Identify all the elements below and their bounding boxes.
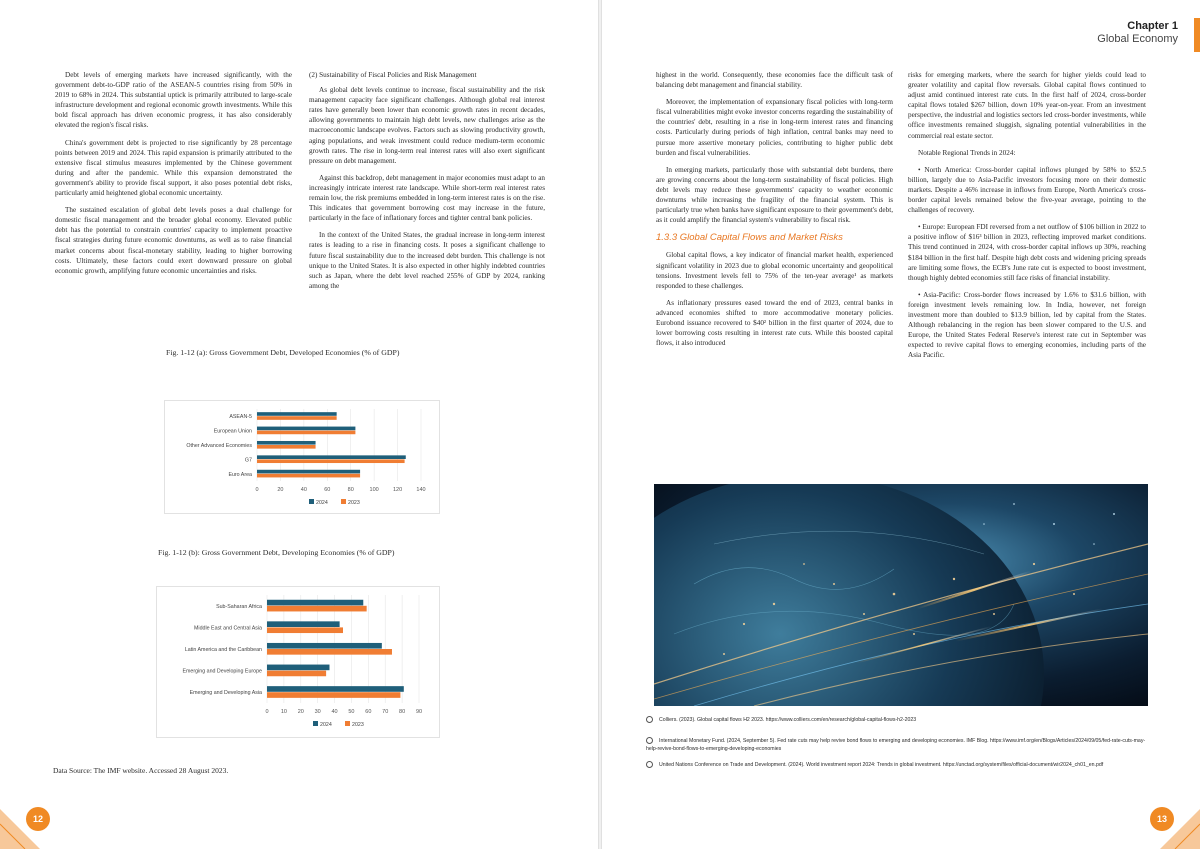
bar-2023	[257, 474, 360, 478]
x-tick-label: 60	[365, 709, 372, 715]
x-tick-label: 80	[399, 709, 406, 715]
category-label: Other Advanced Economies	[186, 443, 252, 449]
x-tick-label: 40	[331, 709, 338, 715]
legend-swatch	[309, 499, 314, 504]
category-label: G7	[244, 457, 252, 464]
section-heading: 1.3.3 Global Capital Flows and Market Risks	[656, 232, 843, 244]
category-label: European Union	[213, 428, 252, 435]
x-tick-label: 90	[415, 709, 423, 715]
footnote-2	[646, 737, 1146, 753]
bar-2024	[267, 643, 382, 649]
bar-2023	[267, 692, 400, 698]
paragraph: Moreover, the implementation of expansionary fiscal policies with long-term fiscal vulnerabilities might evoke investor concerns regarding the sustainability of the countries' debt, resulting in a rise in long-term interest rates and financing costs. Particularly during periods of high inflation, central banks may need to pursue more assertive monetary policies, contributing to higher public debt burden and fiscal vulnerabilities.	[656, 98, 893, 157]
footnote-1	[646, 716, 1146, 724]
trend-item: • Asia-Pacific: Cross-border flows increased by 1.6% to $31.6 billion, with foreign investment levels remaining low. In India, however, net foreign investment more than doubled to $13.9 billion, led by capital from the States. Although rebalancing in the region has been slower compared to the U.S. and Europe, the United States Federal Reserve's interest rate cut in September was expected to revive capital flows to emerging economies, including parts of the Asia Pacific.	[908, 290, 1146, 360]
bar-2024	[257, 455, 406, 459]
page-number: 13	[1150, 807, 1174, 831]
bar-2024	[257, 441, 316, 445]
legend-label: 2023	[348, 500, 360, 506]
x-tick-label: 50	[348, 709, 355, 715]
trend-item: • North America: Cross-border capital inflows plunged by 58% to $52.5 billion, largely due to Asia-Pacific investors focusing more on their domestic markets. Despite a 46% increase in inflows from Europe, North America's cross-border capital levels remained below the five-year average, pointing to the challenges of recovery.	[908, 165, 1146, 215]
trend-item: • Europe: European FDI reversed from a net outflow of $106 billion in 2022 to a positive inflow of $16³ billion in 2023, reflecting improved market conditions. This trend continued in 2024, with cross-border capital inflows up 30%, reaching $184 billion in the first half. Despite high debt costs and widening pricing spreads are limiting some flows, the ECB's June rate cut is expected to boost investment, though highly debted economies still face risks of financial instability.	[908, 223, 1146, 282]
x-tick-label: 140	[416, 487, 426, 493]
x-tick-label: 30	[314, 709, 321, 715]
bar-2023	[267, 671, 326, 677]
bar-2024	[267, 686, 404, 692]
x-tick-label: 70	[382, 709, 389, 715]
bar-chart-b	[157, 587, 439, 737]
paragraph: Against this backdrop, debt management in major economies must adapt to an increasingly intricate interest rate landscape. While short-term real interest rates remain low, the risk premiums embedded in long-term interest rates is on the rise. This indicates that government borrowing cost may increase in the future, particularly in the face of inflationary forces and tighter central bank policies.	[309, 173, 545, 223]
bar-chart-a	[165, 401, 439, 513]
bar-2024	[267, 621, 340, 627]
x-tick-label: 80	[347, 487, 354, 493]
right-column-2	[908, 70, 1146, 367]
paragraph: Debt levels of emerging markets have increased significantly, with the government debt-to-GDP ratio of the ASEAN-5 countries rising from 50% in 2019 to 68% in 2024. This substantial uptick is primarily attributed to large-scale infrastructure development and regional economic growth investments. While this bold fiscal approach has driven economic progress, it has also considerably elevated the region's fiscal risks.	[55, 71, 292, 130]
bar-2023	[257, 445, 316, 449]
footnote-marker-icon	[646, 761, 653, 768]
left-column-2	[309, 70, 545, 298]
bar-2024	[257, 412, 337, 416]
bar-2023	[267, 606, 367, 612]
category-label: Latin America and the Caribbean	[184, 647, 262, 653]
x-tick-label: 60	[324, 487, 331, 493]
chart-developing-economies	[156, 586, 440, 738]
bar-2023	[267, 649, 392, 655]
chart-developed-economies	[164, 400, 440, 514]
category-label: Emerging and Developing Europe	[182, 668, 262, 675]
category-label: Emerging and Developing Asia	[189, 690, 262, 697]
bar-2024	[267, 600, 363, 606]
x-tick-label: 120	[392, 487, 403, 493]
paragraph: As global debt levels continue to increase, fiscal sustainability and the risk management capacity face significant challenges. Although global real interest rates have generally been lower than economic growth rates in recent decades, allowing governments to maintain high debt levels, new challenges arise as the macroeconomic landscape evolves. Factors such as slowing productivity growth, aging populations, and weak investment could reduce medium-term economic growth rates. The rise in long-term real interest rates will also exert significant pressure on debt management.	[309, 86, 545, 165]
chapter-number: Chapter 1	[1127, 20, 1178, 32]
data-source: Data Source: The IMF website. Accessed 28 August 2023.	[53, 766, 229, 775]
paragraph: The sustained escalation of global debt levels poses a dual challenge for domestic fiscal management and the broader global economy. Elevated public debt has the potential to constrain countries' capacity to implement proactive fiscal strategies during future economic downturns, as well as to raise financial market concerns about fiscal-monetary stability, leading to higher borrowing costs. Ultimately, these factors could exert downward pressure on global economic growth, amplifying future economic uncertainties and risks.	[55, 206, 292, 275]
category-label: ASEAN-5	[229, 414, 252, 421]
category-label: Sub-Saharan Africa	[216, 603, 262, 610]
chapter-header	[1097, 20, 1178, 45]
footnote-text: International Monetary Fund. (2024, September 5). Fed rate cuts may help revive bond flows to emerging and developing economies. IMF Blog. https://www.imf.org/en/Blogs/Articles/2024/09/05/fed-rate-cuts-may-help-revive-bond-flows-to-emerging-developing-economies	[646, 738, 1146, 752]
trends-heading: Notable Regional Trends in 2024:	[918, 148, 1016, 157]
paragraph: As inflationary pressures eased toward the end of 2023, central banks in advanced economies shifted to more accommodative monetary policies. Eurobond issuance recovered to $40² billion in the first quarter of 2024, due to lower borrowing costs resulting in interest rate cuts. While this boosted capital flows, it also introduced	[656, 298, 893, 348]
legend-swatch	[341, 499, 346, 504]
x-tick-label: 20	[277, 487, 284, 493]
right-page	[602, 0, 1200, 849]
legend-label: 2023	[352, 722, 364, 728]
x-tick-label: 100	[369, 487, 379, 493]
x-tick-label: 0	[255, 487, 259, 493]
footnote-text: United Nations Conference on Trade and Development. (2024). World investment report 2024: Trends in global investment. https://unctad.org/system/files/official-document/wir2024_ch01_en.pdf	[659, 762, 1104, 768]
legend-swatch	[345, 721, 350, 726]
left-column-1	[55, 70, 292, 283]
subsection-heading: (2) Sustainability of Fiscal Policies and Risk Management	[309, 71, 477, 79]
x-tick-label: 40	[300, 487, 307, 493]
bar-2023	[257, 416, 337, 420]
legend-label: 2024	[316, 500, 328, 506]
globe-network-image	[654, 484, 1148, 706]
chapter-title: Global Economy	[1097, 33, 1178, 45]
bar-2023	[267, 627, 343, 633]
footnote-marker-icon	[646, 737, 653, 744]
bar-2023	[257, 431, 355, 435]
paragraph: China's government debt is projected to rise significantly by 28 percentage points between 2019 and 2024. This rapid expansion is primarily attributed to the extensive fiscal stimulus measures implemented by the Chinese government during and after the pandemic. While this expansion demonstrated the government's ability to provide fiscal support, it also poses potential debt risks, particularly amid heightened global economic uncertainty.	[55, 138, 292, 198]
left-page	[0, 0, 598, 849]
x-tick-label: 20	[297, 709, 304, 715]
paragraph: Global capital flows, a key indicator of financial market health, experienced significant volatility in 2023 due to global economic uncertainty and geopolitical tensions. Investment levels fell to 75% of the ten-year average¹ as markets responded to these challenges.	[656, 251, 893, 290]
bar-2024	[257, 470, 360, 474]
x-tick-label: 0	[265, 709, 269, 715]
bar-2024	[267, 665, 329, 671]
paragraph: In emerging markets, particularly those with substantial debt burdens, there are growing concerns about the long-term sustainability of fiscal policies. High debt levels may reduce these governments' capacity to weather economic downturns while increasing the fragility of the financial system. This is particularly true when banks have significant exposure to their government's debt, as it could amplify the financial system's vulnerability to fiscal risk.	[656, 165, 893, 225]
page-number: 12	[26, 807, 50, 831]
bar-2023	[257, 459, 405, 463]
legend-label: 2024	[320, 722, 332, 728]
figure-caption-b: Fig. 1-12 (b): Gross Government Debt, Developing Economies (% of GDP)	[158, 548, 395, 557]
x-tick-label: 10	[280, 709, 287, 715]
figure-caption-a: Fig. 1-12 (a): Gross Government Debt, Developed Economies (% of GDP)	[166, 348, 400, 357]
footnote-text: Colliers. (2023). Global capital flows H2 2023. https://www.colliers.com/en/research/global-capital-flows-h2-2023	[659, 717, 917, 723]
legend-swatch	[313, 721, 318, 726]
category-label: Middle East and Central Asia	[193, 625, 262, 632]
footnote-3	[646, 761, 1146, 769]
paragraph: In the context of the United States, the gradual increase in long-term interest rates is leading to a rise in financing costs. It poses a significant challenge to future fiscal sustainability due to the increased debt burden. This challenge is not unique to the United States. It is also expected in other highly indebted countries such as Japan, where the debt level reached 255% of GDP by 2024, ranking among the	[309, 231, 545, 290]
right-column-1	[656, 70, 893, 355]
chapter-tab	[1194, 18, 1200, 52]
paragraph: highest in the world. Consequently, these economies face the difficult task of balancing debt management and financial stability.	[656, 71, 893, 90]
bar-2024	[257, 427, 355, 431]
category-label: Euro Area	[228, 471, 252, 478]
paragraph: risks for emerging markets, where the search for higher yields could lead to greater volatility and capital flow reversals. Global capital flows continued to adjust amid continued interest rate cuts. In the first half of 2024, cross-border capital flows totaled $267 billion, down 10% year-on-year. From an investment perspective, the industrial and logistics sectors led cross-border investments, while office investments remained sluggish, signaling potential vulnerabilities in the commercial real estate sector.	[908, 71, 1146, 140]
footnote-marker-icon	[646, 716, 653, 723]
